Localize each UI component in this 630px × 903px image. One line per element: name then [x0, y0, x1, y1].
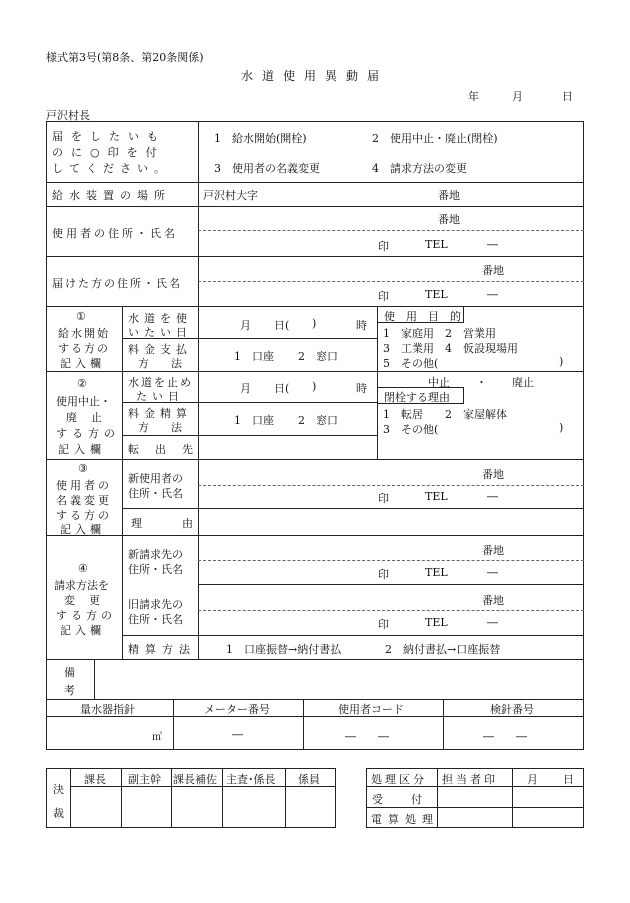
section4-num: ④	[78, 562, 88, 575]
section4-label-1: 請求方法を	[54, 579, 109, 592]
section3-label-3: する方の	[56, 509, 112, 522]
section4-calc-option-1[interactable]: 1 口座振替→納付書払	[226, 643, 342, 656]
meter-unit: ㎥	[152, 732, 162, 743]
section3-banchi: 番地	[482, 468, 504, 481]
location-prefix: 戸沢村大字	[203, 189, 258, 202]
meter-header-reading: 量水器指針	[80, 703, 135, 716]
section1-start-day[interactable]: 日(	[274, 319, 290, 332]
section2-stop-hour[interactable]: 時	[356, 382, 367, 395]
purpose-option-1[interactable]: 1 家庭用 2 営業用	[383, 327, 496, 340]
section4-old-label-1: 旧請求先の	[128, 598, 183, 611]
date-day[interactable]: 日	[562, 90, 573, 103]
section3-seal: 印	[378, 492, 389, 505]
section4-new-label-1: 新請求先の	[128, 548, 183, 561]
section2-label-1: 使用中止・	[56, 395, 111, 408]
user-tel-dash: ―	[487, 238, 498, 251]
processing-computer: 電算処理	[371, 813, 439, 826]
user-banchi: 番地	[438, 213, 460, 226]
section2-stop-close: )	[312, 380, 317, 393]
instruction-line-2: のに○印を付	[52, 146, 165, 159]
applicant-label: 届けた方の住所・氏名	[52, 277, 182, 290]
section4-new-banchi: 番地	[482, 544, 504, 557]
section1-start-close: )	[312, 317, 317, 330]
meter-header-reading-number: 検針番号	[490, 703, 534, 716]
section3-label-1: 使用者の	[56, 479, 112, 492]
instruction-line-1: 届をしたいも	[52, 130, 166, 143]
approval-label-1: 決	[53, 783, 64, 796]
section1-start-month[interactable]: 月	[240, 319, 251, 332]
location-label: 給水装置の場所	[52, 189, 171, 202]
section3-tel: TEL	[425, 490, 448, 503]
section2-label-2: 廃止	[66, 411, 116, 424]
date-month[interactable]: 月	[512, 90, 523, 103]
purpose-option-3[interactable]: 5 その他(	[383, 357, 439, 370]
applicant-tel: TEL	[425, 288, 448, 301]
section1-row1-label-1: 水道を使	[128, 312, 192, 325]
form-title: 水道使用異動届	[241, 69, 389, 83]
section4-label-3: する方の	[56, 609, 116, 622]
section2-pay-account[interactable]: 1 口座	[234, 414, 274, 427]
section1-start-hour[interactable]: 時	[356, 319, 367, 332]
section4-old-seal: 印	[378, 618, 389, 631]
reading-number-dashes: ― ―	[483, 730, 527, 743]
meter-header-user-code: 使用者コード	[338, 703, 404, 716]
processing-day-header: 日	[563, 773, 574, 786]
processing-staff-seal-header: 担当者印	[442, 773, 498, 786]
section4-new-label-2: 住所・氏名	[128, 563, 183, 576]
section3-label-4: 記入欄	[60, 523, 105, 536]
approval-col-assistant: 課長補佐	[173, 773, 217, 786]
section2-row2-label-2: 方法	[138, 421, 204, 434]
section1-row2-label-1: 料金支払	[128, 343, 192, 356]
meter-number-dash: ―	[232, 728, 243, 741]
section1-label-1: 給水開始	[58, 327, 110, 340]
stop-option-dot: ・	[476, 376, 487, 389]
section2-pay-window[interactable]: 2 窓口	[298, 414, 338, 427]
approval-col-deputy: 副主幹	[128, 773, 161, 786]
addressee: 戸沢村長	[46, 109, 90, 122]
section1-pay-window[interactable]: 2 窓口	[298, 350, 338, 363]
section3-num: ③	[78, 462, 88, 475]
option-start-supply[interactable]: 1 給水開始(開栓)	[214, 132, 307, 145]
section1-num: ①	[76, 310, 86, 323]
form-number: 様式第3号(第8条、第20条関係)	[46, 51, 204, 64]
section2-label-3: する方の	[56, 427, 120, 440]
section2-label-4: 記入欄	[58, 443, 106, 456]
section3-tel-dash: ―	[487, 490, 498, 503]
reason-option-2-close: )	[559, 421, 564, 434]
section2-row2-label-1: 料金精算	[128, 407, 192, 420]
processing-month-header: 月	[527, 773, 538, 786]
instruction-line-3: してください。	[52, 162, 171, 175]
option-billing-change[interactable]: 4 請求方法の変更	[372, 162, 467, 175]
location-banchi: 番地	[438, 189, 460, 202]
section2-stop-month[interactable]: 月	[240, 382, 251, 395]
section4-old-tel-dash: ―	[487, 616, 498, 629]
reason-title: 閉栓する理由	[384, 391, 450, 404]
remarks-label-1: 備	[64, 666, 75, 679]
section1-label-3: 記入欄	[60, 357, 105, 370]
purpose-title: 使 用 目 的	[384, 310, 461, 323]
section1-row2-label-2: 方法	[138, 357, 204, 370]
date-year[interactable]: 年	[468, 90, 479, 103]
section4-label-2: 変更	[64, 594, 114, 607]
section4-calc-option-2[interactable]: 2 納付書払→口座振替	[385, 643, 501, 656]
meter-header-number: メーター番号	[204, 703, 270, 716]
option-name-change[interactable]: 3 使用者の名義変更	[214, 162, 320, 175]
user-tel: TEL	[425, 238, 448, 251]
section3-reason-label: 理由	[131, 517, 233, 530]
applicant-banchi: 番地	[482, 264, 504, 277]
reason-option-1[interactable]: 1 転居 2 家屋解体	[383, 408, 507, 421]
section4-new-seal: 印	[378, 568, 389, 581]
remarks-label-2: 考	[64, 684, 75, 697]
approval-col-supervisor: 主査･係長	[226, 773, 276, 786]
purpose-option-2[interactable]: 3 工業用 4 仮設現場用	[383, 342, 518, 355]
section4-new-tel: TEL	[425, 566, 448, 579]
section2-row1-label-2: たい日	[136, 390, 184, 403]
section3-row1-label-2: 住所・氏名	[128, 487, 183, 500]
user-code-dashes: ― ―	[345, 730, 389, 743]
section1-pay-account[interactable]: 1 口座	[234, 350, 274, 363]
reason-option-2[interactable]: 3 その他(	[383, 423, 439, 436]
stop-option-suspend[interactable]: 中止	[428, 376, 450, 389]
section4-old-tel: TEL	[425, 616, 448, 629]
section4-old-label-2: 住所・氏名	[128, 613, 183, 626]
section1-row1-label-2: いたい日	[128, 326, 192, 339]
stop-option-abolish[interactable]: 廃止	[512, 376, 534, 389]
applicant-seal: 印	[378, 290, 389, 303]
processing-category-header: 処理区分	[371, 773, 427, 786]
section2-stop-day[interactable]: 日(	[274, 382, 290, 395]
section3-label-2: 名義変更	[56, 494, 112, 507]
section3-row1-label-1: 新使用者の	[128, 472, 183, 485]
section4-label-4: 記入欄	[60, 624, 105, 637]
approval-label-2: 裁	[53, 807, 64, 820]
section2-row1-label-1: 水道を止め	[128, 376, 193, 389]
section2-num: ②	[77, 377, 87, 390]
purpose-option-3-close: )	[559, 355, 564, 368]
section4-new-tel-dash: ―	[487, 566, 498, 579]
user-label: 使用者の住所・氏名	[52, 227, 178, 240]
applicant-tel-dash: ―	[487, 288, 498, 301]
section4-old-banchi: 番地	[482, 594, 504, 607]
section4-calc-label: 精算方法	[128, 643, 196, 656]
section2-row3-label: 転出先	[128, 443, 209, 456]
option-stop-supply[interactable]: 2 使用中止・廃止(閉栓)	[372, 132, 498, 145]
user-seal: 印	[378, 240, 389, 253]
processing-reception: 受付	[372, 793, 450, 806]
section1-label-2: する方の	[58, 342, 110, 355]
approval-col-section-chief: 課長	[84, 773, 106, 786]
approval-col-staff: 係員	[298, 773, 320, 786]
